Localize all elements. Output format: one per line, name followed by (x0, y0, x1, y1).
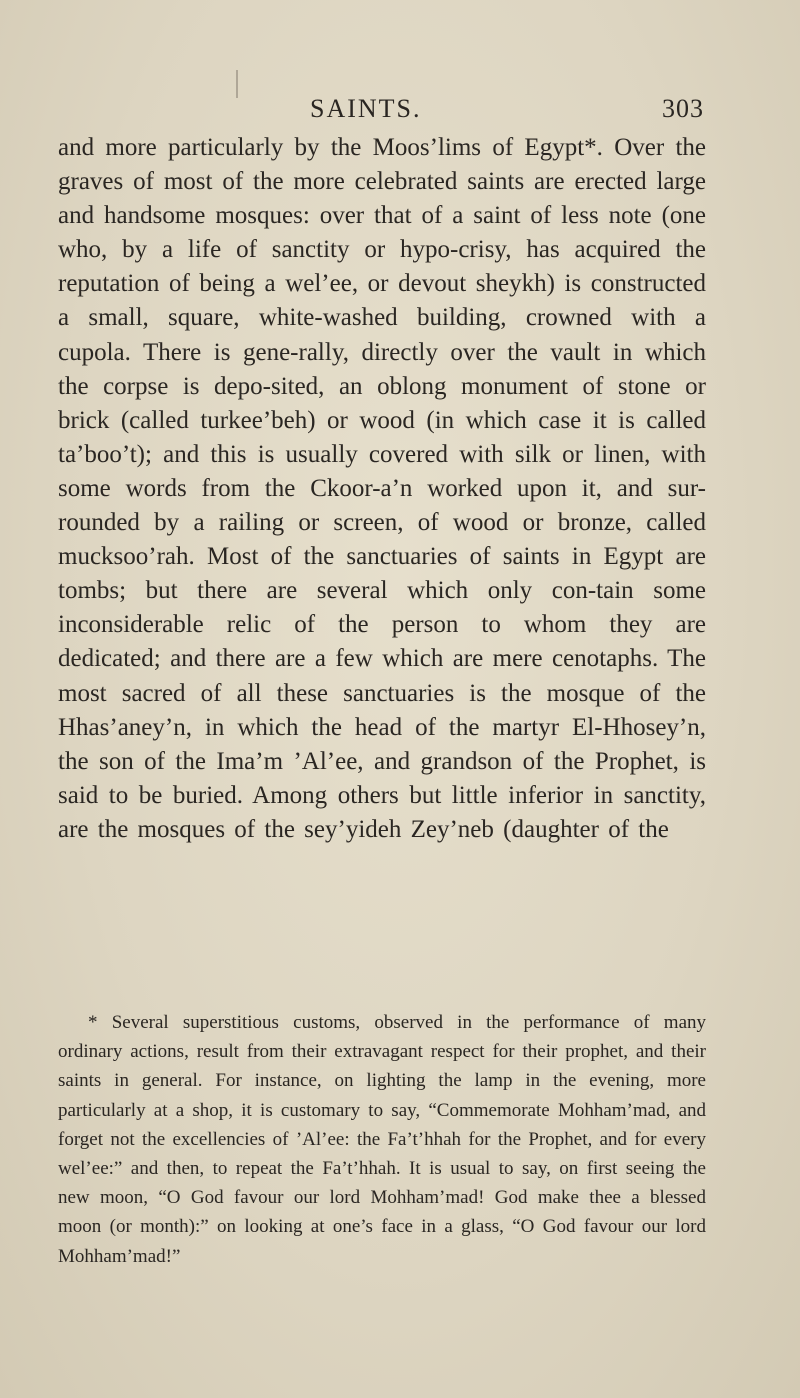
footnote: * Several superstitious customs, observed in the performance of many ordinary actions, result from their extravagant respect for their prophet, and their saints in general. For instance, on lighting the lamp in the evening, more particularly at a shop, it is customary to say, “Commemorate Mohham’mad, and forget not the excellencies of ’Al’ee: the Fa’t’hhah for the Prophet, and for every wel’ee:” and then, to repeat the Fa’t’hhah. It is usual to say, on first seeing the new moon, “O God favour our lord Mohham’mad! God make thee a blessed moon (or month):” on looking at one’s face in a glass, “O God favour our lord Mohham’mad!” (58, 1012, 706, 1267)
page-number: 303 (662, 94, 704, 123)
running-head: SAINTS. (310, 94, 422, 123)
body-paragraph: and more particularly by the Moos’lims of Egypt*. Over the graves of most of the more celebrated saints are erected large and handsome mosques: over that of a saint of less note (one who, by a life of sanctity or hypo-crisy, has acquired the reputation of being a wel’ee, or devout sheykh) is constructed a small, square, white-washed building, crowned with a cupola. There is gene-rally, directly over the vault in which the corpse is depo-sited, an oblong monument of stone or brick (called turkee’beh) or wood (in which case it is called ta’boo’t); and this is usually covered with silk or linen, with some words from the Ckoor-a’n worked upon it, and sur-rounded by a railing or screen, of wood or bronze, called mucksoo’rah. Most of the sanctuaries of saints in Egypt are tombs; but there are several which only con-tain some inconsiderable relic of the person to whom they are dedicated; and there are a few which are mere cenotaphs. The most sacred of all these sanctuaries is the mosque of the Hhas’aney’n, in which the head of the martyr El-Hhosey’n, the son of the Ima’m ’Al’ee, and grandson of the Prophet, is said to be buried. Among others but little inferior in sanctity, are the mosques of the sey’yideh Zey’neb (daughter of the (58, 134, 706, 843)
page-header (98, 94, 704, 130)
